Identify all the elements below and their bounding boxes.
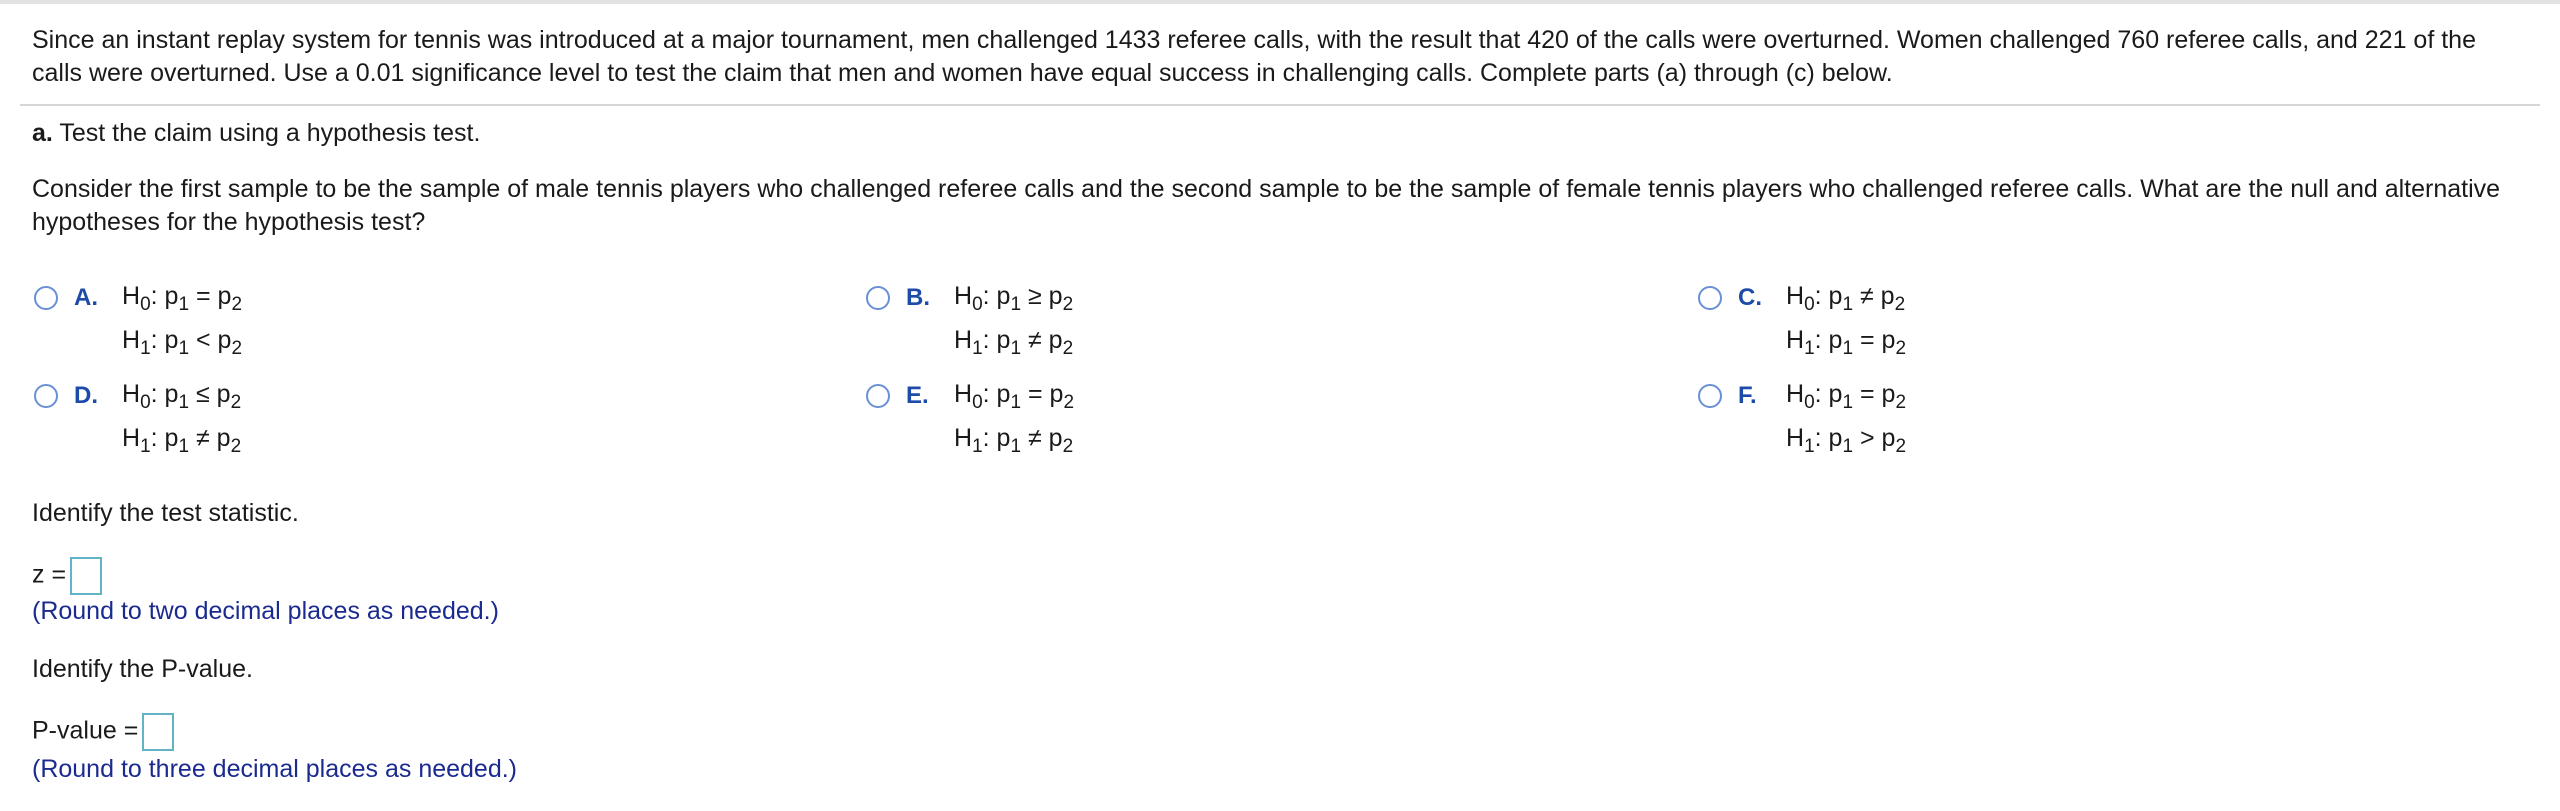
option-b-null-hypothesis: $H_0$: $p_1 \ge p_2$ [954, 282, 1074, 315]
z-rounding-hint: (Round to two decimal places as needed.) [32, 597, 499, 625]
option-c-h0-operator: ≠ [1859, 282, 1874, 310]
radio-option-f[interactable] [1698, 384, 1722, 408]
option-c-null-hypothesis: $H_0$: $p_1 \ne p_2$ [1786, 282, 1906, 315]
z-answer-input[interactable] [70, 557, 102, 595]
radio-option-a[interactable] [34, 286, 58, 310]
option-e-alt-hypothesis: $H_1$: $p_1 \ne p_2$ [954, 424, 1074, 457]
option-f-null-hypothesis: $H_0$: $p_1 = p_2$ [1786, 380, 1907, 413]
p-value-prompt: Identify the P-value. [32, 655, 253, 683]
section-divider [20, 104, 2540, 106]
p-value-rounding-hint: (Round to three decimal places as needed.) [32, 755, 518, 783]
option-b-h1-operator: ≠ [1027, 326, 1042, 354]
radio-option-b[interactable] [866, 286, 890, 310]
option-e-h1-operator: ≠ [1027, 424, 1042, 452]
problem-statement: Since an instant replay system for tennis was introduced at a major tournament, men challenged 1433 referee calls, with the result that 420 of the calls were overturned. Women challenged 760 referee calls, and 221 of the calls were overturned. Use a 0.01 significance level to test the claim that men and women have equal success in challenging calls. Complete parts (a) through (c) below. [32, 26, 2476, 87]
option-b-alt-hypothesis: $H_1$: $p_1 \ne p_2$ [954, 326, 1074, 359]
option-e-null-hypothesis: $H_0$: $p_1 = p_2$ [954, 380, 1075, 413]
z-equation [32, 557, 102, 595]
option-a-null-hypothesis: $H_0$: $p_1 = p_2$ [122, 282, 243, 315]
option-d-letter: D. [74, 382, 98, 409]
top-divider [0, 0, 2560, 4]
option-f-alt-hypothesis: $H_1$: $p_1 > p_2$ [1786, 424, 1907, 457]
option-d-alt-hypothesis: $H_1$: $p_1 \ne p_2$ [122, 424, 242, 457]
option-a-letter: A. [74, 284, 98, 311]
option-e-letter: E. [906, 382, 929, 409]
option-f-letter: F. [1738, 382, 1757, 409]
p-value-answer-input[interactable] [142, 713, 174, 751]
test-statistic-prompt: Identify the test statistic. [32, 499, 299, 527]
option-a-h1-operator: < [195, 326, 211, 354]
option-b-h0-operator: ≥ [1027, 282, 1042, 310]
part-a-heading [32, 117, 480, 150]
part-a-label: a. [32, 119, 53, 147]
option-a-alt-hypothesis: $H_1$: $p_1 < p_2$ [122, 326, 243, 359]
radio-option-c[interactable] [1698, 286, 1722, 310]
option-d-h0-operator: ≤ [195, 380, 210, 408]
option-d-null-hypothesis: $H_0$: $p_1 \le p_2$ [122, 380, 242, 413]
radio-option-e[interactable] [866, 384, 890, 408]
option-c-letter: C. [1738, 284, 1762, 311]
p-value-equation [32, 713, 174, 751]
hypotheses-question: Consider the first sample to be the sample of male tennis players who challenged referee calls and the second sample to be the sample of female tennis players who challenged referee calls. What are the null and alternative hypotheses for the hypothesis test? [32, 175, 2501, 236]
option-f-h1-operator: > [1859, 424, 1875, 452]
option-f-h0-operator: = [1859, 380, 1875, 408]
part-a-text: Test the claim using a hypothesis test. [59, 119, 481, 147]
option-e-h0-operator: = [1027, 380, 1043, 408]
option-b-letter: B. [906, 284, 930, 311]
radio-option-d[interactable] [34, 384, 58, 408]
p-value-label: P-value = [32, 716, 139, 745]
z-label: z = [32, 560, 67, 589]
option-d-h1-operator: ≠ [195, 424, 210, 452]
option-c-h1-operator: = [1859, 326, 1875, 354]
option-c-alt-hypothesis: $H_1$: $p_1 = p_2$ [1786, 326, 1907, 359]
option-a-h0-operator: = [195, 282, 211, 310]
